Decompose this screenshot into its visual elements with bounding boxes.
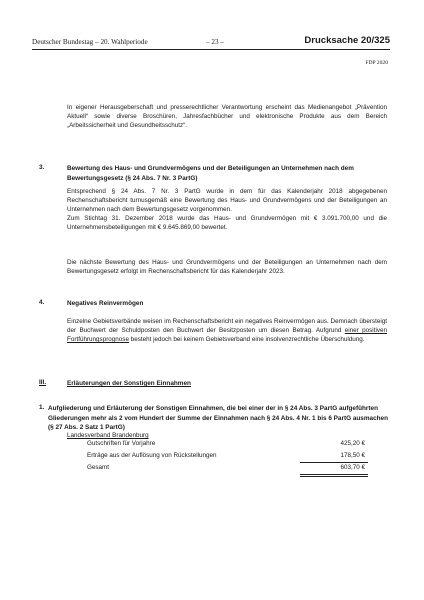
total-double-rule-bottom (300, 476, 368, 477)
section-4-number: 4. (39, 299, 45, 306)
document-number-prefix: Drucksache 20/ (304, 35, 375, 46)
page-number: – 23 – (206, 38, 224, 46)
table-total-amount: 603,70 € (340, 464, 365, 471)
subsection-1-number: 1. (39, 404, 45, 411)
table-total-label: Gesamt (87, 464, 110, 471)
table-row-amount: 178,50 € (340, 452, 365, 459)
document-number (304, 35, 390, 46)
organization-label: FDP 2020 (365, 60, 388, 66)
section-4-title: Negatives Reinvermögen (67, 300, 144, 307)
section-4-text-b: besteht jedoch bei keinem Gebietsverband eine insolvenzrechtliche Überschuldung. (128, 336, 365, 343)
section-III-number: III. (39, 379, 47, 386)
section-3-paragraph-2: Die nächste Bewertung des Haus- und Grundvermögens und der Beteiligungen an Unternehmen nach dem Bewertungsgesetz erfolgt im Rechenschaftsbericht für das Kalenderjahr 2023. (67, 259, 387, 275)
intro-paragraph: In eigener Herausgeberschaft und presserechtlicher Verantwortung erscheint das Medienangebot „Prävention Aktuell“ sowie diverse Broschüren, Jahresfachbücher und elektronische Produkte aus dem Bereich „Arbeitssicherheit und Gesundheitsschutz“. (67, 104, 387, 129)
section-4-paragraph (67, 317, 387, 344)
section-3-paragraph-1b: Zum Stichtag 31. Dezember 2018 wurde das Haus- und Grundvermögen mit € 3.091.700,00 und die Unternehmensbeteiligungen mit € 9.645.869,00 bewertet. (67, 215, 387, 231)
section-3-number: 3. (39, 164, 45, 171)
section-3-paragraph-1a: Entsprechend § 24 Abs. 7 Nr. 3 PartG wurde in dem für das Kalenderjahr 2018 abgegebenen Rechenschaftsbericht turnusgemäß eine Bewertung des Haus- und Grundvermögens und der Beteiligungen an Unternehmen nach dem Bewertungsgesetz vorgenommen. (67, 188, 387, 213)
total-double-rule-top (300, 474, 368, 475)
section-3-paragraph-1 (67, 187, 387, 232)
header-publication: Deutscher Bundestag – 20. Wahlperiode (32, 38, 148, 46)
table-heading: Landesverband Brandenburg (67, 432, 149, 439)
table-row-label: Erträge aus der Auflösung von Rückstellungen (87, 452, 217, 459)
header-divider (32, 49, 390, 50)
section-III-title: Erläuterungen der Sonstigen Einnahmen (67, 380, 191, 387)
section-4-underlined-phrase: einer positiven Fortführungsprognose (67, 327, 388, 343)
table-row-amount: 425,20 € (340, 440, 365, 447)
section-4-text-a: Einzelne Gebietsverbände weisen im Rechenschaftsbericht ein negatives Reinvermögen aus. Demnach übersteigt der Buchwert der Schuldposten den Buchwert der Besitzposten um diesen Betrag. Aufgrund (67, 318, 387, 334)
document-number-value: 325 (374, 35, 390, 46)
section-3-title: Bewertung des Haus- und Grundvermögens und der Beteiligungen an Unternehmen nach dem Bewertungsgesetz (§ 24 Abs. 7 Nr. 3 PartG) (67, 165, 354, 182)
subsection-1-title: Aufgliederung und Erläuterung der Sonstigen Einnahmen, die bei einer der in § 24 Abs. 3 PartG aufgeführten Gliederungen mehr als 2 vom Hundert der Summe der Einnahmen nach § 24 Abs. 4 Nr. 1 bis 6 PartG ausmachen (§ 27 Abs. 2 Satz 1 PartG) (48, 405, 388, 431)
table-row-label: Gutschriften für Vorjahre (87, 440, 156, 447)
subtotal-rule (300, 462, 368, 463)
